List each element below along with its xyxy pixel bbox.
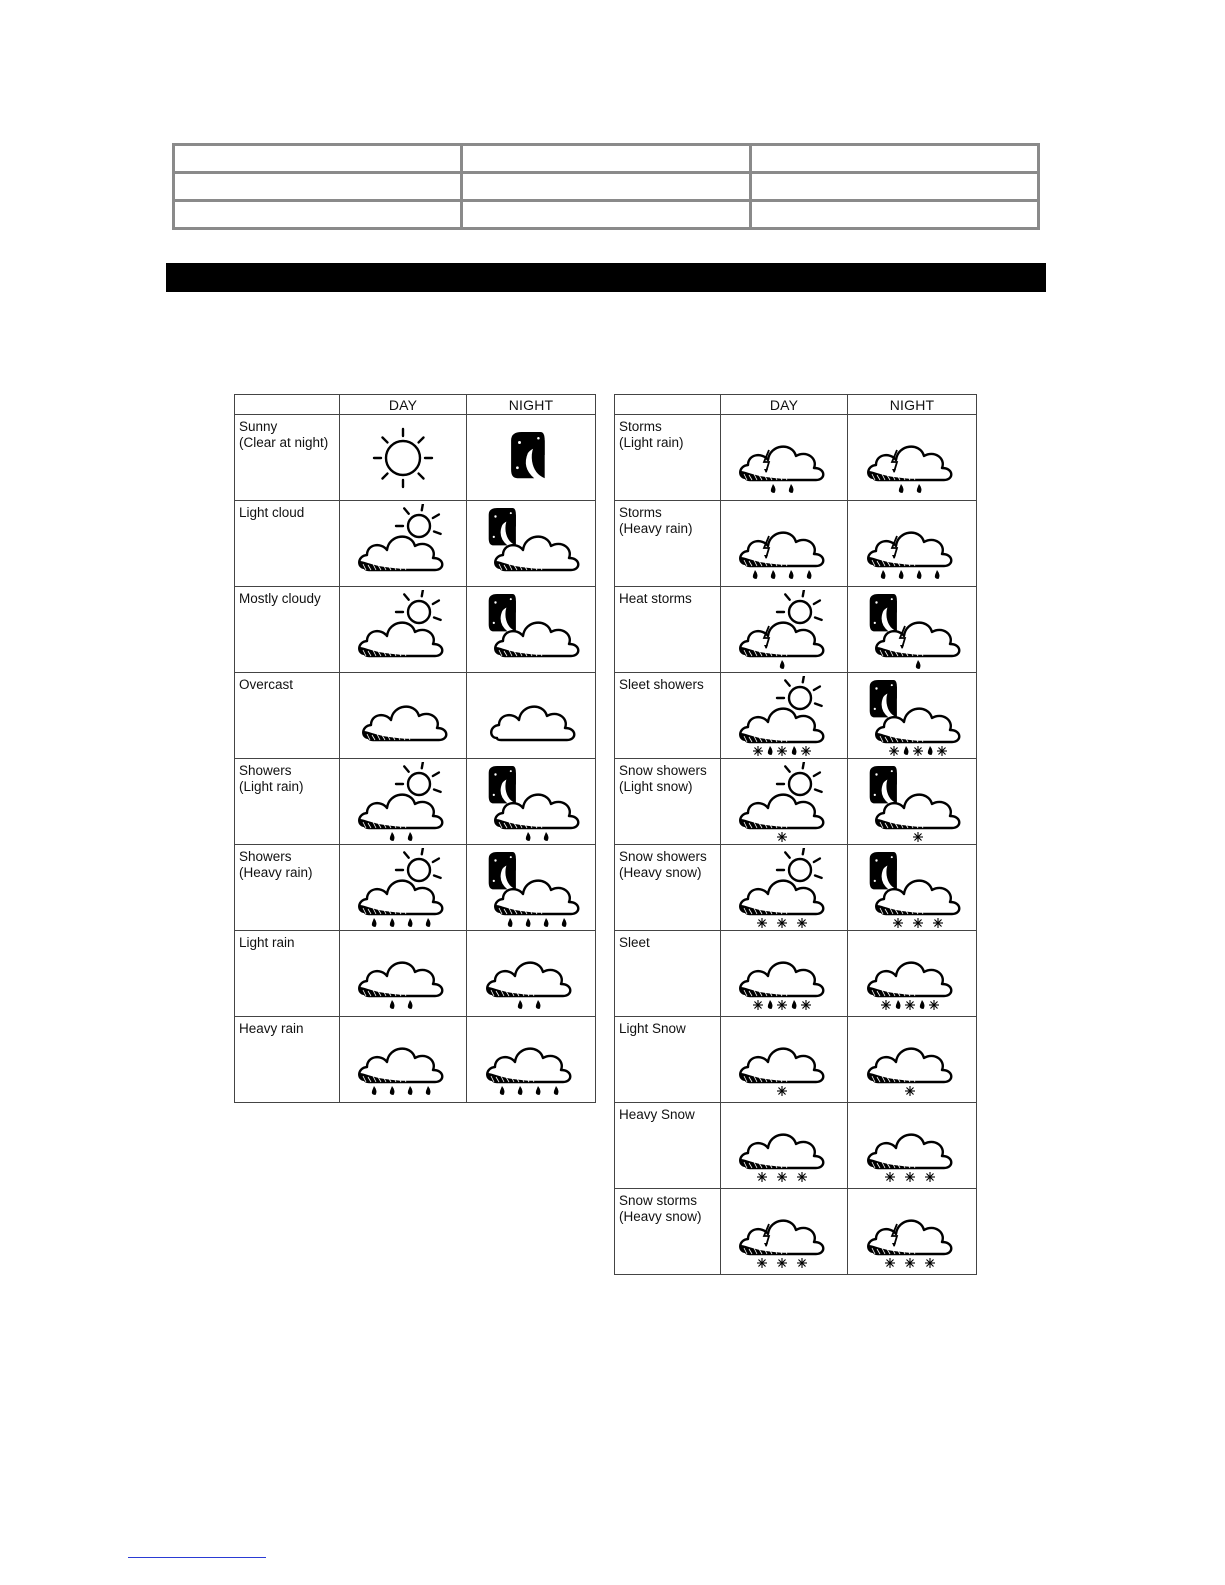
cloud-icon (467, 676, 595, 756)
table-row (235, 1017, 596, 1103)
condition-label (235, 759, 340, 845)
condition-label-line: Heavy Snow (619, 1107, 695, 1122)
day-icon-cell (340, 587, 467, 673)
table-row (235, 931, 596, 1017)
condition-label-line: Light Snow (619, 1021, 686, 1036)
condition-label-line: (Heavy snow) (619, 865, 702, 880)
night-icon-cell (467, 931, 596, 1017)
sun-sleet-icon (721, 676, 847, 756)
condition-label (615, 1103, 721, 1189)
sun-heavy-snow-icon (721, 848, 847, 928)
blank-table-row (174, 145, 1039, 173)
condition-label-line: Snow storms (619, 1193, 698, 1208)
condition-label-line: Showers (239, 849, 292, 864)
night-icon-cell (467, 415, 596, 501)
day-icon-cell (340, 673, 467, 759)
moon-cloud-light-rain-icon (467, 762, 595, 842)
header-blank (615, 395, 721, 415)
table-row (235, 673, 596, 759)
weather-icons-table-left (234, 394, 596, 1103)
condition-label-line: Sunny (239, 419, 278, 434)
night-icon-cell (467, 845, 596, 931)
day-icon-cell (721, 1103, 848, 1189)
blank-table-cell (174, 145, 462, 173)
table-row (235, 415, 596, 501)
table-row (235, 759, 596, 845)
condition-label-line: Sleet showers (619, 677, 704, 692)
sun-cloud-light-rain-icon (340, 762, 466, 842)
condition-label-line: (Heavy rain) (619, 521, 693, 536)
moon-storm-icon (848, 590, 976, 670)
condition-label (615, 845, 721, 931)
table-row (615, 501, 977, 587)
moon-cloud-heavy-rain-icon (467, 848, 595, 928)
header-night: NIGHT (848, 395, 977, 415)
table-row (615, 759, 977, 845)
condition-label (615, 415, 721, 501)
night-icon-cell (467, 501, 596, 587)
header-day: DAY (340, 395, 467, 415)
sun-cloud-heavy-rain-icon (340, 848, 466, 928)
blank-table-cell (750, 201, 1038, 229)
weather-icons-table-right (614, 394, 977, 1275)
day-icon-cell (340, 845, 467, 931)
table-row (615, 931, 977, 1017)
footnote-separator (128, 1557, 266, 1558)
night-icon-cell (848, 501, 977, 587)
storm-heavy-rain-icon (848, 504, 976, 584)
header-blank-table (172, 143, 1040, 230)
condition-label-line: Storms (619, 505, 662, 520)
storm-light-rain-icon (721, 418, 847, 498)
table-row (235, 845, 596, 931)
condition-label (235, 415, 340, 501)
condition-label-line: Heavy rain (239, 1021, 304, 1036)
snow-storm-icon (721, 1192, 847, 1272)
day-icon-cell (340, 931, 467, 1017)
condition-label-line: Mostly cloudy (239, 591, 321, 606)
condition-label-line: (Light rain) (239, 779, 304, 794)
table-row (615, 1103, 977, 1189)
condition-label (235, 673, 340, 759)
cloud-light-rain-icon (467, 934, 595, 1014)
night-icon-cell (848, 931, 977, 1017)
sun-light-snow-icon (721, 762, 847, 842)
day-icon-cell (721, 673, 848, 759)
condition-label (235, 501, 340, 587)
night-icon-cell (467, 587, 596, 673)
blank-table-cell (462, 145, 750, 173)
day-icon-cell (721, 415, 848, 501)
condition-label (235, 931, 340, 1017)
moon-sleet-icon (848, 676, 976, 756)
night-icon-cell (467, 673, 596, 759)
condition-label-line: (Clear at night) (239, 435, 329, 450)
condition-label (615, 1017, 721, 1103)
blank-table-cell (462, 201, 750, 229)
condition-label-line: Overcast (239, 677, 294, 692)
night-icon-cell (848, 1189, 977, 1275)
blank-table-cell (462, 173, 750, 201)
condition-label-line: (Heavy rain) (239, 865, 313, 880)
day-icon-cell (721, 501, 848, 587)
cloud-sleet-icon (721, 934, 847, 1014)
table-row (615, 1017, 977, 1103)
condition-label (615, 501, 721, 587)
day-icon-cell (340, 415, 467, 501)
blank-table-cell (750, 145, 1038, 173)
condition-label (615, 1189, 721, 1275)
moon-icon (467, 418, 595, 498)
cloud-light-snow-icon (848, 1020, 976, 1100)
cloud-light-snow-icon (721, 1020, 847, 1100)
table-row (615, 673, 977, 759)
night-icon-cell (848, 415, 977, 501)
condition-label-line: Light rain (239, 935, 295, 950)
dark-cloud-icon (340, 676, 466, 756)
condition-label (235, 845, 340, 931)
sun-storm-icon (721, 590, 847, 670)
condition-label (235, 587, 340, 673)
blank-table-cell (750, 173, 1038, 201)
blank-table-cell (174, 201, 462, 229)
condition-label (615, 759, 721, 845)
table-row (235, 587, 596, 673)
moon-cloud-icon (467, 504, 595, 584)
blank-table-row (174, 173, 1039, 201)
condition-label-line: Snow showers (619, 763, 707, 778)
blank-table-row (174, 201, 1039, 229)
sun-cloud-icon (340, 504, 466, 584)
blank-table-cell (174, 173, 462, 201)
condition-label-line: Sleet (619, 935, 650, 950)
moon-light-snow-icon (848, 762, 976, 842)
table-header-row (235, 395, 596, 415)
cloud-heavy-snow-icon (848, 1106, 976, 1186)
cloud-light-rain-icon (340, 934, 466, 1014)
day-icon-cell (721, 1017, 848, 1103)
night-icon-cell (467, 759, 596, 845)
condition-label-line: (Light snow) (619, 779, 693, 794)
day-icon-cell (721, 931, 848, 1017)
night-icon-cell (848, 673, 977, 759)
day-icon-cell (721, 759, 848, 845)
day-icon-cell (721, 845, 848, 931)
header-blank (235, 395, 340, 415)
condition-label-line: Storms (619, 419, 662, 434)
night-icon-cell (848, 759, 977, 845)
condition-label-line: Showers (239, 763, 292, 778)
condition-label-line: (Light rain) (619, 435, 684, 450)
condition-label (615, 931, 721, 1017)
sun-dark-cloud-icon (340, 590, 466, 670)
day-icon-cell (721, 587, 848, 673)
night-icon-cell (848, 845, 977, 931)
header-day: DAY (721, 395, 848, 415)
table-row (235, 501, 596, 587)
section-heading-bar (166, 263, 1046, 292)
condition-label-line: Heat storms (619, 591, 692, 606)
night-icon-cell (848, 587, 977, 673)
night-icon-cell (848, 1017, 977, 1103)
storm-light-rain-icon (848, 418, 976, 498)
table-row (615, 415, 977, 501)
moon-cloud-icon (467, 590, 595, 670)
cloud-heavy-snow-icon (721, 1106, 847, 1186)
condition-label (615, 673, 721, 759)
condition-label-line: Snow showers (619, 849, 707, 864)
day-icon-cell (340, 1017, 467, 1103)
night-icon-cell (848, 1103, 977, 1189)
condition-label (615, 587, 721, 673)
condition-label-line: Light cloud (239, 505, 305, 520)
day-icon-cell (340, 759, 467, 845)
cloud-heavy-rain-icon (467, 1020, 595, 1100)
snow-storm-icon (848, 1192, 976, 1272)
day-icon-cell (340, 501, 467, 587)
table-header-row (615, 395, 977, 415)
condition-label (235, 1017, 340, 1103)
cloud-heavy-rain-icon (340, 1020, 466, 1100)
storm-heavy-rain-icon (721, 504, 847, 584)
day-icon-cell (721, 1189, 848, 1275)
sun-icon (340, 418, 466, 498)
night-icon-cell (467, 1017, 596, 1103)
condition-label-line: (Heavy snow) (619, 1209, 702, 1224)
moon-heavy-snow-icon (848, 848, 976, 928)
table-row (615, 587, 977, 673)
cloud-sleet-icon (848, 934, 976, 1014)
table-row (615, 1189, 977, 1275)
header-night: NIGHT (467, 395, 596, 415)
table-row (615, 845, 977, 931)
